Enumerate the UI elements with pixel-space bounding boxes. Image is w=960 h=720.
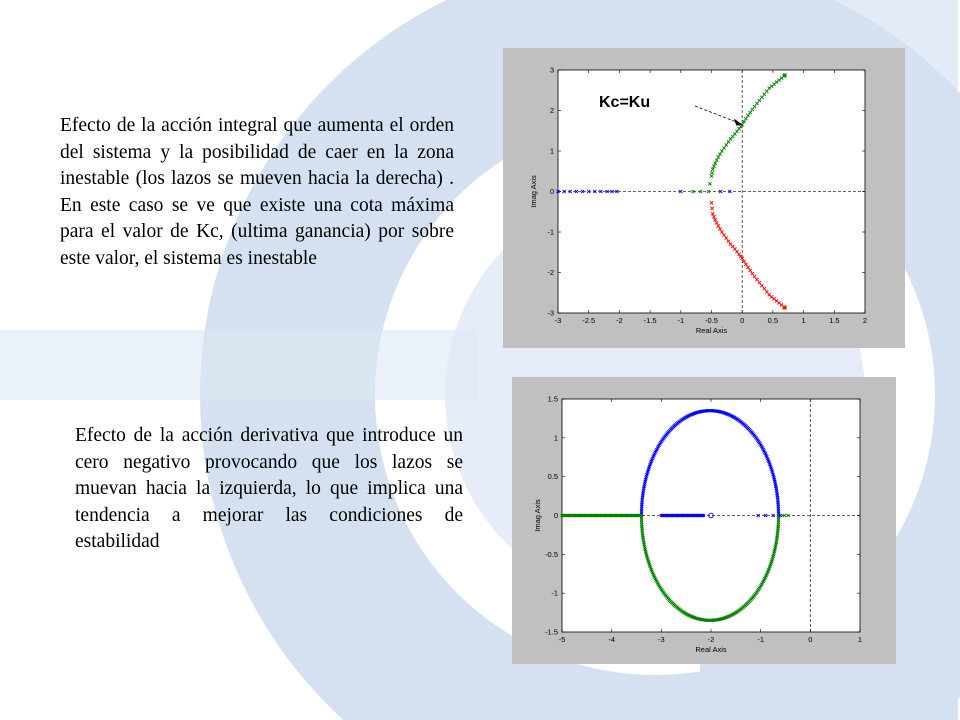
root-locus-chart-integral bbox=[503, 48, 905, 348]
derivative-effect-text: Efecto de la acción derivativa que introduce un cero negativo provocando que los lazos se muevan hacia la izquierda, lo que implica una tendencia a mejorar las condiciones de estabilidad bbox=[75, 425, 463, 552]
y-tick-label: 1.5 bbox=[547, 394, 558, 404]
x-tick-label: 0.5 bbox=[767, 316, 779, 325]
y-tick-label: -1.5 bbox=[545, 627, 558, 637]
x-tick-label: -1.5 bbox=[643, 316, 657, 325]
y-tick-label: -1 bbox=[551, 588, 558, 598]
x-axis-label: Real Axis bbox=[695, 326, 728, 335]
x-tick-label: 2 bbox=[862, 316, 868, 325]
x-tick-label: 0 bbox=[808, 635, 813, 644]
annotation-label: Kc=Ku bbox=[599, 94, 651, 111]
x-tick-label: 1.5 bbox=[829, 316, 840, 325]
x-tick-label: 0 bbox=[740, 316, 745, 325]
x-tick-label: -2 bbox=[616, 316, 623, 325]
x-tick-label: -3 bbox=[554, 316, 562, 325]
x-tick-label: -2 bbox=[707, 635, 715, 644]
y-tick-label: -2 bbox=[547, 268, 554, 277]
y-tick-label: 0 bbox=[549, 187, 554, 196]
x-axis-label: Real Axis bbox=[695, 645, 727, 654]
root-locus-chart-derivative bbox=[512, 377, 896, 664]
x-tick-label: -5 bbox=[558, 635, 566, 644]
y-axis-label: Imag Axis bbox=[533, 499, 542, 532]
x-tick-label: 1 bbox=[857, 635, 863, 644]
y-tick-label: -3 bbox=[547, 308, 554, 318]
y-axis-label: Imag Axis bbox=[529, 175, 538, 208]
x-tick-label: -0.5 bbox=[705, 316, 718, 325]
x-tick-label: 1 bbox=[801, 316, 806, 325]
y-tick-label: 1 bbox=[549, 146, 554, 156]
y-tick-label: -1 bbox=[547, 227, 554, 237]
y-tick-label: 0.5 bbox=[547, 472, 558, 482]
y-tick-label: 3 bbox=[549, 65, 554, 75]
x-tick-label: -3 bbox=[657, 635, 665, 644]
x-tick-label: -2.5 bbox=[582, 316, 596, 325]
x-tick-label: -1 bbox=[757, 635, 765, 644]
y-tick-label: -0.5 bbox=[545, 549, 558, 559]
y-tick-label: 1 bbox=[553, 433, 558, 443]
y-tick-label: 2 bbox=[549, 106, 554, 115]
integral-effect-text: Efecto de la acción integral que aumenta el orden del sistema y la posibilidad de caer en la zona inestable (los lazos se mueven hacia la derecha) . En este caso se ve que existe una cota máxima para el valor de Kc, (ultima ganancia) por sobre este valor, el sistema es inestable bbox=[60, 115, 454, 269]
x-tick-label: -1 bbox=[677, 316, 685, 325]
y-tick-label: 0 bbox=[553, 511, 558, 520]
x-tick-label: -4 bbox=[608, 635, 616, 644]
